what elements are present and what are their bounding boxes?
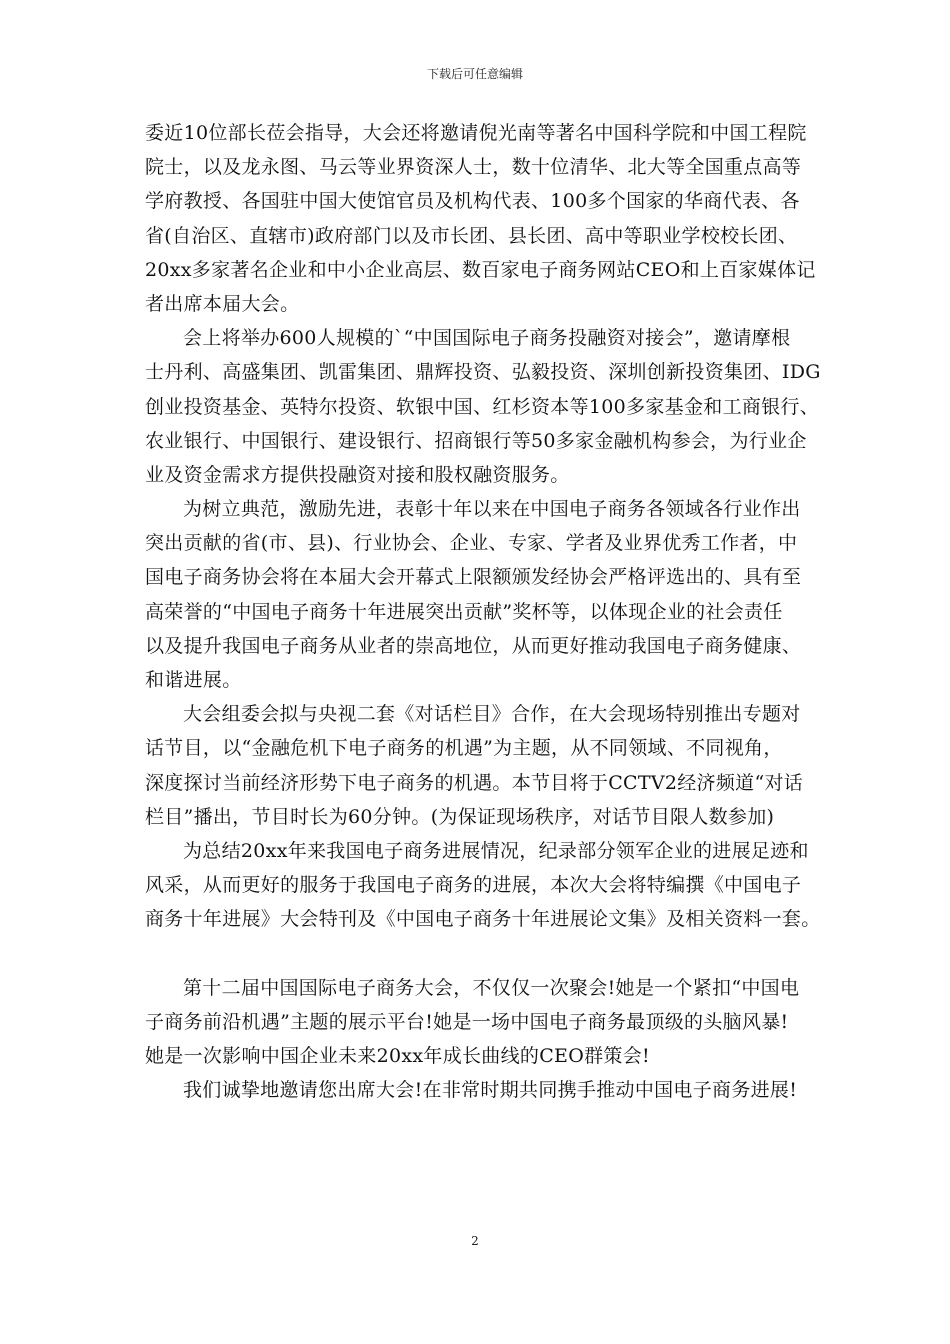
- text-line: 高荣誉的“中国电子商务十年进展突出贡献”奖杯等，以体现企业的社会责任: [145, 600, 783, 623]
- page-number: 2: [471, 1234, 479, 1248]
- text-line: 她是一次影响中国企业未来20xx年成长曲线的CEO群策会!: [145, 1045, 650, 1068]
- text-line: 风采，从而更好的服务于我国电子商务的进展，本次大会将特编撰《中国电子: [145, 874, 802, 897]
- text-line: 突出贡献的省(市、县)、行业协会、企业、专家、学者及业界优秀工作者，中: [145, 532, 798, 555]
- text-line: 士丹利、高盛集团、凯雷集团、鼎辉投资、弘毅投资、深圳创新投资集团、IDG: [145, 361, 821, 384]
- page-header: 下载后可任意编辑: [426, 67, 523, 81]
- text-line: 国电子商务协会将在本届大会开幕式上限额颁发经协会严格评选出的、具有至: [145, 566, 802, 589]
- text-line: 第十二届中国国际电子商务大会，不仅仅一次聚会!她是一个紧扣“中国电: [183, 976, 800, 999]
- text-line: 栏目”播出，节目时长为60分钟。(为保证现场秩序，对话节目限人数参加): [145, 805, 775, 828]
- text-line: 业及资金需求方提供投融资对接和股权融资服务。: [145, 463, 570, 486]
- text-line: 院士，以及龙永图、马云等业界资深人士，数十位清华、北大等全国重点高等: [145, 156, 802, 179]
- paragraph: [145, 116, 825, 321]
- text-line: 创业投资基金、英特尔投资、软银中国、红杉资本等100多家基金和工商银行、: [145, 395, 820, 418]
- text-line: 委近10位部长莅会指导，大会还将邀请倪光南等著名中国科学院和中国工程院: [145, 122, 807, 144]
- text-line: 话节目，以“金融危机下电子商务的机遇”为主题，从不同领域、不同视角，: [145, 737, 783, 760]
- text-line: 农业银行、中国银行、建设银行、招商银行等50多家金融机构参会，为行业企: [145, 429, 807, 452]
- text-line: 为总结20xx年来我国电子商务进展情况，纪录部分领军企业的进展足迹和: [183, 839, 809, 862]
- text-line: 学府教授、各国驻中国大使馆官员及机构代表、100多个国家的华商代表、各: [145, 190, 800, 213]
- text-line: 会上将举办600人规模的`“中国国际电子商务投融资对接会”，邀请摩根: [183, 327, 791, 350]
- paragraph: [145, 492, 825, 697]
- text-line: 为树立典范，激励先进，表彰十年以来在中国电子商务各领域各行业作出: [183, 498, 801, 521]
- paragraph: [145, 697, 825, 834]
- text-line: 子商务前沿机遇”主题的展示平台!她是一场中国电子商务最顶级的头脑风暴!: [145, 1010, 789, 1033]
- text-line: 省(自治区、直辖市)政府部门以及市长团、县长团、高中等职业学校校长团、: [145, 224, 798, 247]
- text-line: 以及提升我国电子商务从业者的崇高地位，从而更好推动我国电子商务健康、: [145, 634, 802, 657]
- blank-line: [145, 937, 825, 971]
- document-body: [145, 116, 825, 1107]
- paragraph: [145, 321, 825, 492]
- text-line: 我们诚挚地邀请您出席大会!在非常时期共同携手推动中国电子商务进展!: [183, 1079, 798, 1102]
- text-line: 大会组委会拟与央视二套《对话栏目》合作，在大会现场特别推出专题对: [183, 703, 801, 726]
- text-line: 者出席本届大会。: [145, 292, 300, 315]
- paragraph: [145, 834, 825, 937]
- paragraph: [145, 971, 825, 1074]
- paragraph: [145, 1073, 825, 1107]
- text-line: 商务十年进展》大会特刊及《中国电子商务十年进展论文集》及相关资料一套。: [145, 908, 821, 931]
- text-line: 深度探讨当前经济形势下电子商务的机遇。本节目将于CCTV2经济频道“对话: [145, 771, 804, 794]
- text-line: 和谐进展。: [145, 669, 242, 691]
- text-line: 20xx多家著名企业和中小企业高层、数百家电子商务网站CEO和上百家媒体记: [145, 258, 816, 281]
